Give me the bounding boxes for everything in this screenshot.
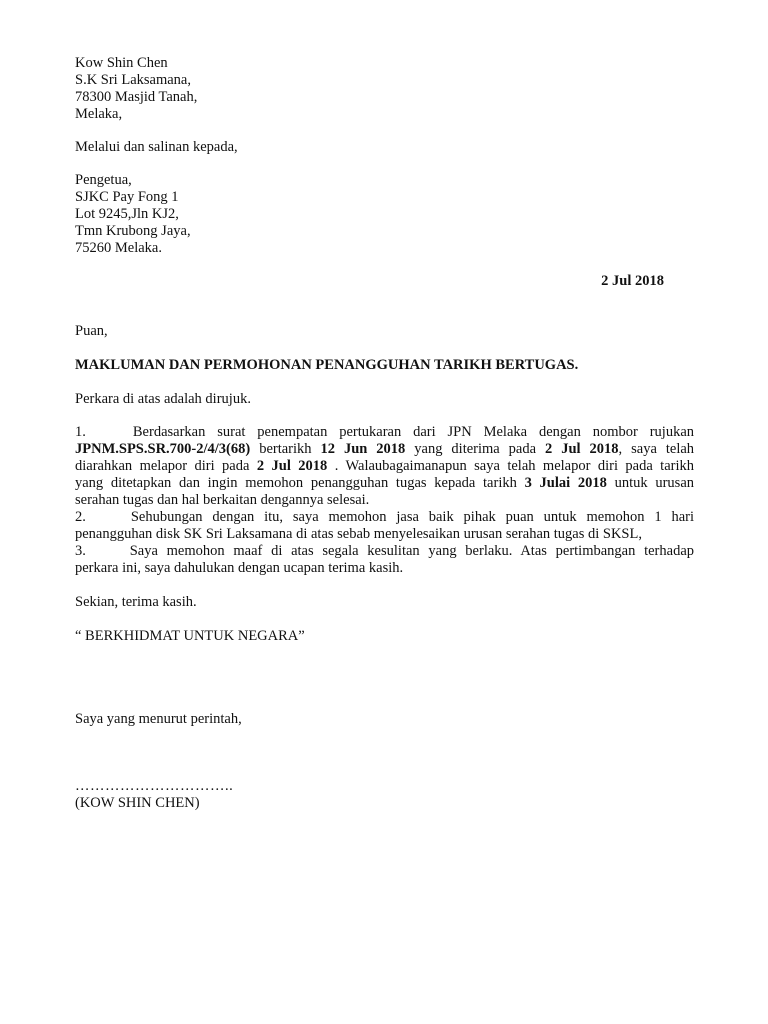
- paragraph-2-line-1: [75, 509, 694, 526]
- via-line: Melalui dan salinan kepada,: [75, 139, 238, 155]
- salutation: Puan,: [75, 323, 108, 339]
- signatory-name: (KOW SHIN CHEN): [75, 795, 200, 811]
- paragraph-2-text: Sehubungan dengan itu, saya memohon jasa baik pihak puan untuk memohon 1 hari: [130, 509, 695, 525]
- sender-address-line-3: Melaka,: [75, 106, 123, 122]
- sender-address-line-1: S.K Sri Laksamana,: [75, 72, 191, 88]
- paragraph-1-text: . Walaubagaimanapun saya telah melapor diri pada tarikh: [334, 458, 695, 474]
- sign-off: Saya yang menurut perintah,: [75, 711, 242, 727]
- recipient-address-line-3: Tmn Krubong Jaya,: [75, 223, 191, 239]
- paragraph-1-text: yang ditetapkan dan ingin memohon penangguhan tugas kepada tarikh: [75, 475, 517, 491]
- subject-line: MAKLUMAN DAN PERMOHONAN PENANGGUHAN TARIKH BERTUGAS.: [75, 357, 579, 373]
- paragraph-1-text: bertarikh: [259, 441, 312, 457]
- paragraph-1-line-3: [75, 458, 694, 475]
- paragraph-1-line-1: [75, 424, 694, 441]
- paragraph-2-line-2: penangguhan disk SK Sri Laksamana di atas sebab menyelesaikan urusan serahan tugas di SKSL,: [75, 526, 642, 542]
- closing-line: Sekian, terima kasih.: [75, 594, 197, 610]
- recipient-title: Pengetua,: [75, 172, 132, 188]
- reference-number: JPNM.SPS.SR.700-2/4/3(68): [75, 441, 251, 457]
- date-highlight: 12 Jun 2018: [320, 441, 406, 457]
- paragraph-1-line-4: [75, 475, 694, 492]
- paragraph-1-text: untuk urusan: [614, 475, 695, 491]
- recipient-address-line-4: 75260 Melaka.: [75, 240, 162, 256]
- date-highlight: 3 Julai 2018: [524, 475, 607, 491]
- date-highlight: 2 Jul 2018: [256, 458, 328, 474]
- paragraph-1-line-2: [75, 441, 694, 458]
- paragraph-3-line-1: [75, 543, 694, 560]
- sender-address-line-2: 78300 Masjid Tanah,: [75, 89, 198, 105]
- motto: “ BERKHIDMAT UNTUK NEGARA”: [75, 628, 305, 644]
- paragraph-1-text: diarahkan melapor diri pada: [75, 458, 250, 474]
- paragraph-1-text: , saya telah: [618, 441, 695, 457]
- sender-name: Kow Shin Chen: [75, 55, 168, 71]
- date-highlight: 2 Jul 2018: [545, 441, 619, 457]
- paragraph-1-line-5: serahan tugas dan hal berkaitan dengannya selesai.: [75, 492, 370, 508]
- paragraph-1-text: Berdasarkan surat penempatan pertukaran dari JPN Melaka dengan nombor rujukan: [132, 424, 695, 440]
- recipient-address-line-2: Lot 9245,Jln KJ2,: [75, 206, 179, 222]
- reference-line: Perkara di atas adalah dirujuk.: [75, 391, 251, 407]
- paragraph-3-line-2: perkara ini, saya dahulukan dengan ucapan terima kasih.: [75, 560, 404, 576]
- paragraph-1-number: 1.: [75, 424, 86, 440]
- paragraph-3-number: 3.: [75, 543, 86, 559]
- recipient-address-line-1: SJKC Pay Fong 1: [75, 189, 179, 205]
- paragraph-2-number: 2.: [75, 509, 86, 525]
- letter-date: 2 Jul 2018: [601, 273, 664, 289]
- paragraph-3-text: Saya memohon maaf di atas segala kesulitan yang berlaku. Atas pertimbangan terhadap: [129, 543, 695, 559]
- paragraph-1-text: yang diterima pada: [414, 441, 537, 457]
- signature-line: …………………………..: [75, 778, 234, 794]
